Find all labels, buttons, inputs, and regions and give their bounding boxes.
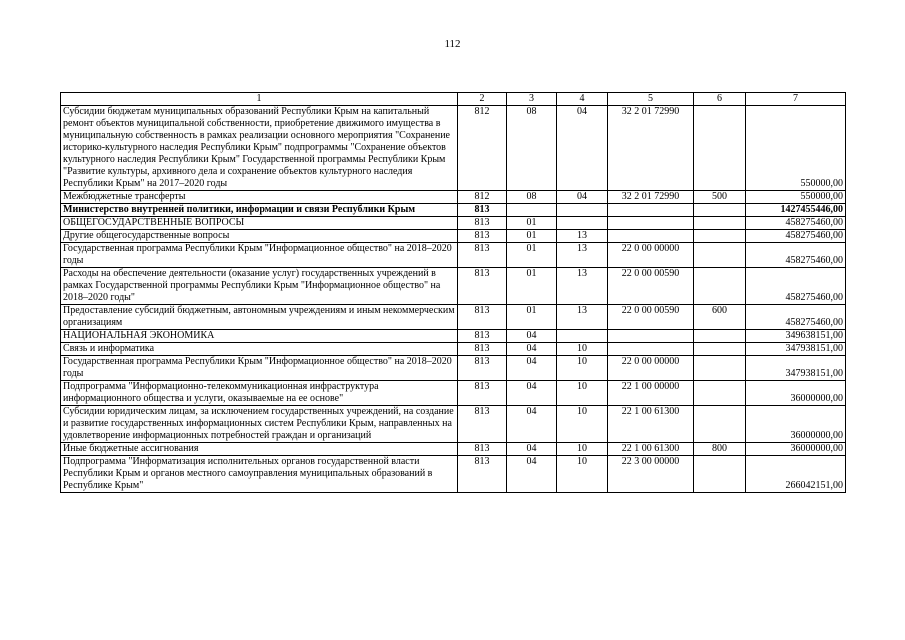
row-expense-type-cell [694, 204, 746, 217]
row-amount-cell: 458275460,00 [746, 305, 846, 330]
row-code-cell: 812 [458, 191, 507, 204]
table-row [61, 330, 846, 343]
row-expense-type-cell [694, 356, 746, 381]
row-code-cell: 813 [458, 456, 507, 493]
row-target-article-cell [608, 204, 694, 217]
row-target-article-cell: 22 1 00 61300 [608, 406, 694, 443]
row-expense-type-cell [694, 243, 746, 268]
row-name-cell: Предоставление субсидий бюджетным, автономным учреждениям и иным некоммерческим организациям [61, 305, 458, 330]
budget-table [60, 92, 846, 493]
row-amount-cell: 458275460,00 [746, 230, 846, 243]
table-row [61, 356, 846, 381]
row-section-cell: 01 [507, 305, 557, 330]
table-row [61, 217, 846, 230]
row-name-cell: Субсидии бюджетам муниципальных образований Республики Крым на капитальный ремонт объектов муниципальной собственности, приобретение движимого имущества в муниципальную собственность в рамках реализации основного мероприятия "Сохранение историко-культурного наследия Республики Крым" подпрограммы "Сохранение объектов культурного наследия Республики Крым" Государственной программы Республики Крым "Развитие культуры, архивного дела и сохранение объектов культурного наследия Республики Крым" на 2017–2020 годы [61, 106, 458, 191]
row-amount-cell: 458275460,00 [746, 268, 846, 305]
row-code-cell: 813 [458, 230, 507, 243]
row-name-cell: Расходы на обеспечение деятельности (оказание услуг) государственных учреждений в рамках Государственной программы Республики Крым "Информационное общество" на 2018–2020 годы" [61, 268, 458, 305]
row-expense-type-cell: 600 [694, 305, 746, 330]
row-name-cell: Субсидии юридическим лицам, за исключением государственных учреждений, на создание и развитие государственных информационных систем Республики Крым, направленных на удовлетворение информационных потребностей граждан и организаций [61, 406, 458, 443]
row-section-cell: 01 [507, 243, 557, 268]
row-target-article-cell: 32 2 01 72990 [608, 106, 694, 191]
row-name-cell: Иные бюджетные ассигнования [61, 443, 458, 456]
row-subsection-cell: 10 [557, 456, 608, 493]
header-cell: 7 [746, 93, 846, 106]
row-name-cell: Государственная программа Республики Крым "Информационное общество" на 2018–2020 годы [61, 356, 458, 381]
row-section-cell: 08 [507, 106, 557, 191]
row-section-cell: 01 [507, 268, 557, 305]
table-row [61, 343, 846, 356]
row-section-cell: 04 [507, 406, 557, 443]
row-target-article-cell: 22 1 00 00000 [608, 381, 694, 406]
row-target-article-cell: 22 3 00 00000 [608, 456, 694, 493]
row-expense-type-cell [694, 217, 746, 230]
row-expense-type-cell [694, 381, 746, 406]
table-row [61, 204, 846, 217]
row-expense-type-cell [694, 230, 746, 243]
row-code-cell: 813 [458, 356, 507, 381]
row-code-cell: 813 [458, 343, 507, 356]
row-target-article-cell [608, 330, 694, 343]
table-row [61, 243, 846, 268]
row-name-cell: Подпрограмма "Информатизация исполнительных органов государственной власти Республики Крым и органов местного самоуправления муниципальных образований в Республике Крым" [61, 456, 458, 493]
row-code-cell: 813 [458, 204, 507, 217]
row-code-cell: 812 [458, 106, 507, 191]
row-subsection-cell: 10 [557, 356, 608, 381]
row-target-article-cell: 22 0 00 00590 [608, 268, 694, 305]
row-amount-cell: 347938151,00 [746, 356, 846, 381]
row-amount-cell: 36000000,00 [746, 443, 846, 456]
row-amount-cell: 458275460,00 [746, 243, 846, 268]
row-amount-cell: 347938151,00 [746, 343, 846, 356]
row-name-cell: ОБЩЕГОСУДАРСТВЕННЫЕ ВОПРОСЫ [61, 217, 458, 230]
row-section-cell: 04 [507, 356, 557, 381]
row-expense-type-cell [694, 456, 746, 493]
row-expense-type-cell: 800 [694, 443, 746, 456]
row-subsection-cell: 10 [557, 343, 608, 356]
row-amount-cell: 266042151,00 [746, 456, 846, 493]
row-subsection-cell: 10 [557, 381, 608, 406]
row-subsection-cell: 13 [557, 243, 608, 268]
table-row [61, 191, 846, 204]
table-row [61, 106, 846, 191]
row-section-cell: 01 [507, 217, 557, 230]
row-subsection-cell: 13 [557, 268, 608, 305]
row-expense-type-cell [694, 106, 746, 191]
row-name-cell: НАЦИОНАЛЬНАЯ ЭКОНОМИКА [61, 330, 458, 343]
row-section-cell: 04 [507, 443, 557, 456]
row-code-cell: 813 [458, 268, 507, 305]
page-number: 112 [444, 38, 461, 50]
table-row [61, 406, 846, 443]
row-name-cell: Межбюджетные трансферты [61, 191, 458, 204]
row-target-article-cell [608, 230, 694, 243]
row-amount-cell: 36000000,00 [746, 381, 846, 406]
row-target-article-cell: 32 2 01 72990 [608, 191, 694, 204]
header-cell: 1 [61, 93, 458, 106]
row-target-article-cell: 22 0 00 00590 [608, 305, 694, 330]
header-cell: 5 [608, 93, 694, 106]
row-section-cell [507, 204, 557, 217]
row-name-cell: Другие общегосударственные вопросы [61, 230, 458, 243]
row-expense-type-cell: 500 [694, 191, 746, 204]
row-code-cell: 813 [458, 406, 507, 443]
row-code-cell: 813 [458, 443, 507, 456]
row-amount-cell: 349638151,00 [746, 330, 846, 343]
header-cell: 2 [458, 93, 507, 106]
row-code-cell: 813 [458, 243, 507, 268]
header-cell: 3 [507, 93, 557, 106]
row-name-cell: Государственная программа Республики Крым "Информационное общество" на 2018–2020 годы [61, 243, 458, 268]
row-amount-cell: 1427455446,00 [746, 204, 846, 217]
table-row [61, 456, 846, 493]
row-section-cell: 04 [507, 381, 557, 406]
row-subsection-cell: 13 [557, 305, 608, 330]
table-row [61, 381, 846, 406]
row-subsection-cell [557, 217, 608, 230]
row-subsection-cell: 04 [557, 106, 608, 191]
row-code-cell: 813 [458, 330, 507, 343]
table-row [61, 230, 846, 243]
row-section-cell: 08 [507, 191, 557, 204]
row-code-cell: 813 [458, 305, 507, 330]
row-name-cell: Подпрограмма "Информационно-телекоммуникационная инфраструктура информационного общества и услуги, оказываемые на ее основе" [61, 381, 458, 406]
row-amount-cell: 458275460,00 [746, 217, 846, 230]
row-target-article-cell: 22 0 00 00000 [608, 243, 694, 268]
row-subsection-cell: 04 [557, 191, 608, 204]
table-row [61, 268, 846, 305]
row-name-cell: Связь и информатика [61, 343, 458, 356]
row-code-cell: 813 [458, 381, 507, 406]
row-amount-cell: 550000,00 [746, 191, 846, 204]
row-subsection-cell [557, 204, 608, 217]
row-expense-type-cell [694, 406, 746, 443]
row-amount-cell: 36000000,00 [746, 406, 846, 443]
row-section-cell: 04 [507, 330, 557, 343]
row-subsection-cell [557, 330, 608, 343]
row-section-cell: 01 [507, 230, 557, 243]
row-expense-type-cell [694, 343, 746, 356]
row-section-cell: 04 [507, 456, 557, 493]
table-row [61, 443, 846, 456]
row-amount-cell: 550000,00 [746, 106, 846, 191]
row-code-cell: 813 [458, 217, 507, 230]
header-cell: 4 [557, 93, 608, 106]
row-expense-type-cell [694, 268, 746, 305]
row-expense-type-cell [694, 330, 746, 343]
table-row [61, 305, 846, 330]
table-header-row [61, 93, 846, 106]
header-cell: 6 [694, 93, 746, 106]
row-name-cell: Министерство внутренней политики, информации и связи Республики Крым [61, 204, 458, 217]
row-target-article-cell [608, 217, 694, 230]
row-subsection-cell: 13 [557, 230, 608, 243]
row-target-article-cell: 22 0 00 00000 [608, 356, 694, 381]
row-target-article-cell [608, 343, 694, 356]
row-section-cell: 04 [507, 343, 557, 356]
row-target-article-cell: 22 1 00 61300 [608, 443, 694, 456]
row-subsection-cell: 10 [557, 443, 608, 456]
row-subsection-cell: 10 [557, 406, 608, 443]
